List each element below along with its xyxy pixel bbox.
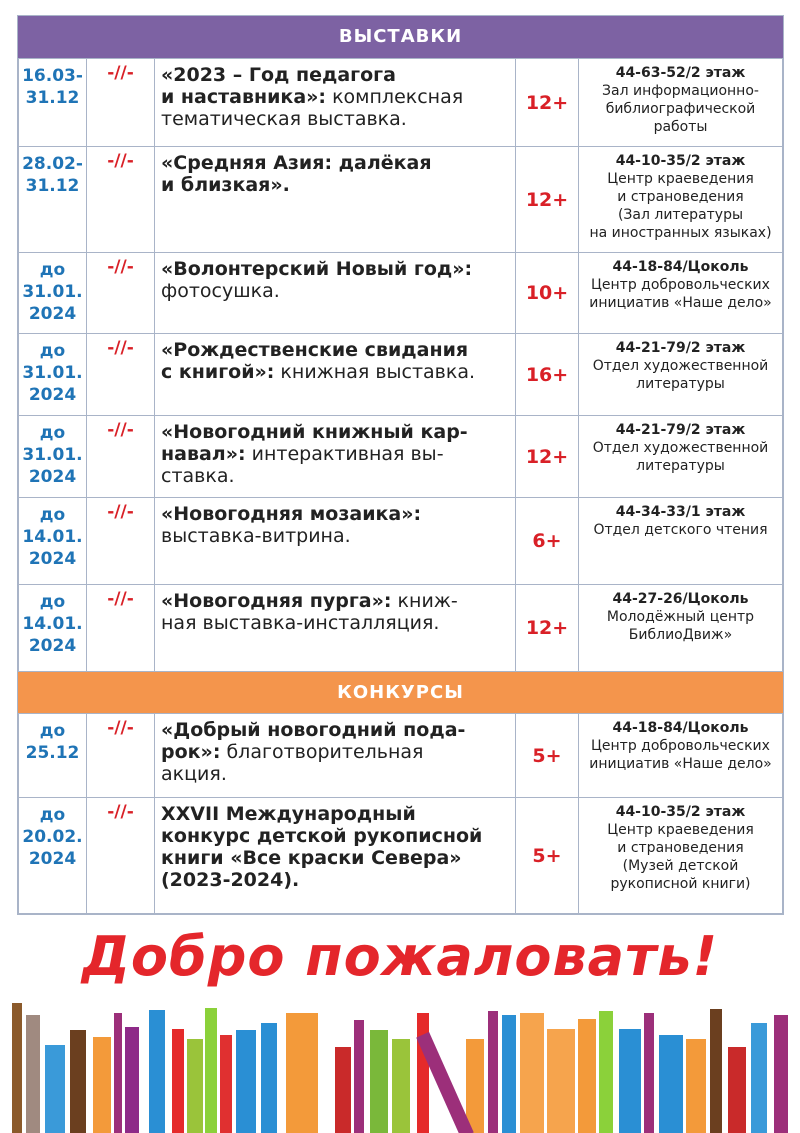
book-spine [774, 1015, 788, 1133]
contact-phone: 44-18-84/Цоколь [612, 720, 749, 736]
event-date: до 31.01. 2024 [19, 334, 87, 416]
same-time-mark: -//- [87, 798, 155, 914]
contest-row [19, 714, 783, 798]
contact-info [579, 147, 783, 253]
book-spine [172, 1029, 184, 1133]
book-spine [466, 1039, 484, 1133]
book-spine [728, 1047, 746, 1133]
event-title [155, 416, 516, 498]
event-description: книжная выставка. [274, 361, 476, 383]
book-spine [93, 1037, 111, 1133]
event-name: «Рождественские свидания с книгой»: [161, 339, 469, 383]
event-name: «Добрый новогодний пода- рок»: [161, 719, 466, 763]
department-name: Центр краеведения и страноведения (Зал литературы на иностранных языках) [589, 171, 772, 241]
age-rating: 12+ [516, 59, 579, 147]
event-description: комплексная тематическая выставка. [161, 86, 464, 130]
welcome-banner: Добро пожаловать! [81, 925, 719, 988]
event-title [155, 253, 516, 334]
event-date: 28.02- 31.12 [19, 147, 87, 253]
book-spine [520, 1013, 544, 1133]
event-title [155, 798, 516, 914]
age-rating: 12+ [516, 147, 579, 253]
event-title [155, 147, 516, 253]
same-time-mark: -//- [87, 253, 155, 334]
event-title [155, 334, 516, 416]
event-name: «Новогодняя мозаика»: [161, 503, 422, 525]
contact-info [579, 253, 783, 334]
contact-phone: 44-21-79/2 этаж [615, 340, 746, 356]
same-time-mark: -//- [87, 498, 155, 585]
contact-info [579, 334, 783, 416]
contact-phone: 44-34-33/1 этаж [615, 504, 746, 520]
book-spine [502, 1015, 516, 1133]
exhibition-row [19, 416, 783, 498]
event-description: выставка-витрина. [161, 525, 351, 547]
contact-phone: 44-10-35/2 этаж [615, 804, 746, 820]
exhibitions-header: ВЫСТАВКИ [18, 16, 783, 58]
age-rating: 12+ [516, 416, 579, 498]
book-spine [644, 1013, 654, 1133]
book-spine [12, 1003, 22, 1133]
contact-phone: 44-63-52/2 этаж [615, 65, 746, 81]
contact-phone: 44-27-26/Цоколь [612, 591, 749, 607]
event-description: благотворительная акция. [161, 741, 424, 785]
department-name: Отдел художественной литературы [592, 358, 769, 392]
event-name: «2023 – Год педагога и наставника»: [161, 64, 396, 108]
events-schedule [17, 15, 784, 915]
contact-phone: 44-18-84/Цоколь [612, 259, 749, 275]
event-description: фотосушка. [161, 280, 280, 302]
book-spine [149, 1010, 165, 1133]
department-name: Зал информационно- библиографической работы [602, 83, 759, 135]
book-spine [114, 1013, 122, 1133]
department-name: Отдел детского чтения [593, 522, 768, 538]
event-description: интерактивная вы- ставка. [161, 443, 444, 487]
event-name: «Средняя Азия: далёкая и близкая». [161, 152, 432, 196]
event-date: до 14.01. 2024 [19, 585, 87, 672]
contact-info [579, 59, 783, 147]
age-rating: 5+ [516, 798, 579, 914]
exhibition-row [19, 253, 783, 334]
event-title [155, 59, 516, 147]
exhibitions-table [18, 58, 783, 672]
contact-info [579, 416, 783, 498]
book-spine [370, 1030, 388, 1133]
same-time-mark: -//- [87, 147, 155, 253]
contact-info [579, 798, 783, 914]
book-spine [187, 1039, 203, 1133]
same-time-mark: -//- [87, 585, 155, 672]
contact-info [579, 585, 783, 672]
department-name: Молодёжный центр БиблиоДвиж» [606, 609, 755, 643]
book-spine [751, 1023, 767, 1133]
event-date: до 31.01. 2024 [19, 416, 87, 498]
event-date: до 31.01. 2024 [19, 253, 87, 334]
book-spine [599, 1011, 613, 1133]
event-title [155, 498, 516, 585]
department-name: Центр добровольческих инициатив «Наше дело» [589, 277, 772, 311]
book-spine [236, 1030, 256, 1133]
book-spine [710, 1009, 722, 1133]
contact-info [579, 498, 783, 585]
event-name: «Новогодний книжный кар- навал»: [161, 421, 468, 465]
book-spine [392, 1039, 410, 1133]
same-time-mark: -//- [87, 416, 155, 498]
event-description: книж- ная выставка-инсталляция. [161, 590, 458, 634]
age-rating: 10+ [516, 253, 579, 334]
event-title [155, 585, 516, 672]
book-spine [578, 1019, 596, 1133]
event-date: до 20.02. 2024 [19, 798, 87, 914]
book-spine [125, 1027, 139, 1133]
same-time-mark: -//- [87, 714, 155, 798]
exhibition-row [19, 334, 783, 416]
event-date: до 14.01. 2024 [19, 498, 87, 585]
department-name: Отдел художественной литературы [592, 440, 769, 474]
same-time-mark: -//- [87, 59, 155, 147]
book-spine [286, 1013, 318, 1133]
book-spine [619, 1029, 641, 1133]
book-spine [70, 1030, 86, 1133]
age-rating: 16+ [516, 334, 579, 416]
age-rating: 6+ [516, 498, 579, 585]
department-name: Центр краеведения и страноведения (Музей детской рукописной книги) [607, 822, 754, 892]
book-spine [686, 1039, 706, 1133]
book-spine [547, 1029, 575, 1133]
contact-phone: 44-10-35/2 этаж [615, 153, 746, 169]
book-spine [488, 1011, 498, 1133]
exhibition-row [19, 59, 783, 147]
event-name: «Новогодняя пурга»: [161, 590, 392, 612]
book-spine [45, 1045, 65, 1133]
contest-row [19, 798, 783, 914]
book-spine [205, 1008, 217, 1133]
contact-phone: 44-21-79/2 этаж [615, 422, 746, 438]
event-title [155, 714, 516, 798]
book-spine [26, 1015, 40, 1133]
contact-info [579, 714, 783, 798]
event-name: XXVII Международный конкурс детской рукописной книги «Все краски Севера» (2023-2024). [161, 803, 483, 891]
event-name: «Волонтерский Новый год»: [161, 258, 473, 280]
books-illustration [0, 995, 800, 1133]
event-date: 16.03- 31.12 [19, 59, 87, 147]
book-spine [417, 1013, 429, 1133]
exhibition-row [19, 585, 783, 672]
age-rating: 12+ [516, 585, 579, 672]
book-spine [261, 1023, 277, 1133]
same-time-mark: -//- [87, 334, 155, 416]
book-spine [354, 1020, 364, 1133]
department-name: Центр добровольческих инициатив «Наше дело» [589, 738, 772, 772]
exhibition-row [19, 147, 783, 253]
event-date: до 25.12 [19, 714, 87, 798]
contests-header: КОНКУРСЫ [18, 672, 783, 713]
book-spine [220, 1035, 232, 1133]
age-rating: 5+ [516, 714, 579, 798]
exhibition-row [19, 498, 783, 585]
book-spine [659, 1035, 683, 1133]
contests-table [18, 713, 783, 914]
book-spine [335, 1047, 351, 1133]
